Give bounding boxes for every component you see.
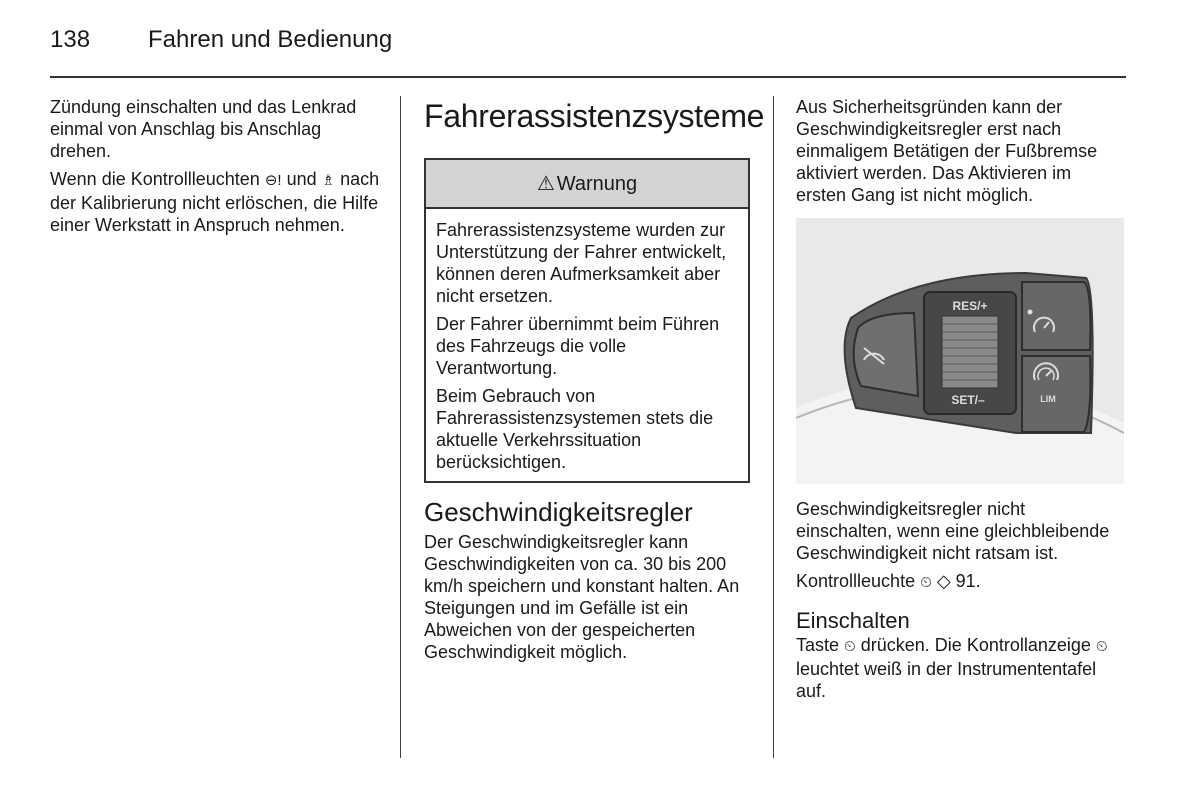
- set-label: SET/–: [951, 393, 985, 407]
- warning-label: Warnung: [556, 172, 638, 195]
- warning-triangle-icon: ⚠: [536, 172, 555, 195]
- column-divider-1: [400, 96, 401, 758]
- warning-paragraph-1: Fahrerassistenzsysteme wurden zur Unterstützung der Fahrer entwickelt, können deren Aufmerksamkeit aber nicht ersetzen.: [436, 220, 727, 306]
- lim-label: LIM: [1040, 394, 1056, 404]
- heading-driver-assistance: Fahrerassistenzsysteme: [424, 98, 765, 134]
- warning-box: [424, 158, 750, 483]
- warning-header: [426, 160, 748, 209]
- header-rule: [50, 76, 1126, 78]
- page-header: [50, 24, 1126, 76]
- cruise-indicator-icon-2: ⏲: [1095, 638, 1108, 655]
- cruise-button-icon: ⏲: [844, 638, 856, 655]
- column-right: [796, 96, 1126, 708]
- paragraph-warning-lights: Wenn die Kontrollleuchten ⊖! und ♗ nach der Kalibrierung nicht erlöschen, die Hilfe einer Werkstatt in Anspruch nehmen.: [50, 169, 380, 235]
- cruise-indicator-icon: ⏲: [920, 574, 932, 591]
- heading-cruise-control: Geschwindigkeitsregler: [424, 497, 693, 527]
- heading-switch-on: Einschalten: [796, 608, 910, 633]
- res-label: RES/+: [952, 299, 988, 313]
- paragraph-indicator-ref: Kontrollleuchte ⏲ ◇ 91.: [796, 571, 981, 591]
- column-left: [50, 96, 380, 242]
- paragraph-not-advisable: Geschwindigkeitsregler nicht einschalten, wenn eine gleichbleibende Geschwindigkeit nicht ratsam ist.: [796, 499, 1110, 563]
- page-reference: ◇ 91.: [936, 571, 981, 591]
- warning-body: [426, 209, 748, 481]
- warning-paragraph-2: Der Fahrer übernimmt beim Führen des Fahrzeugs die volle Verantwortung.: [436, 314, 720, 378]
- column-divider-2: [773, 96, 774, 758]
- paragraph-switch-on: Taste ⏲ drücken. Die Kontrollanzeige ⏲ leuchtet weiß in der Instrumententafel auf.: [796, 635, 1108, 701]
- steering-wheel-controls-figure: [796, 218, 1124, 484]
- steering-assist-icon: ♗: [321, 172, 336, 189]
- column-middle: [424, 96, 765, 669]
- paragraph-calibration: Zündung einschalten und das Lenkrad einmal von Anschlag bis Anschlag drehen.: [50, 97, 357, 161]
- steering-warning-icon: ⊖!: [264, 172, 282, 189]
- page-number: 138: [50, 26, 91, 53]
- section-title: Fahren und Bedienung: [148, 26, 393, 53]
- warning-paragraph-3: Beim Gebrauch von Fahrerassistenzsystemen stets die aktuelle Verkehrssituation berücksichtigen.: [436, 386, 714, 472]
- paragraph-cruise-control: Der Geschwindigkeitsregler kann Geschwindigkeiten von ca. 30 bis 200 km/h speichern und konstant halten. An Steigungen und im Gefälle ist ein Abweichen von der gespeicherten Geschwindigkeit möglich.: [424, 532, 740, 662]
- steering-wheel-illustration: [796, 218, 1124, 484]
- paragraph-safety: Aus Sicherheitsgründen kann der Geschwindigkeitsregler erst nach einmaligem Betätigen der Fußbremse aktiviert werden. Das Aktivieren im ersten Gang ist nicht möglich.: [796, 97, 1098, 205]
